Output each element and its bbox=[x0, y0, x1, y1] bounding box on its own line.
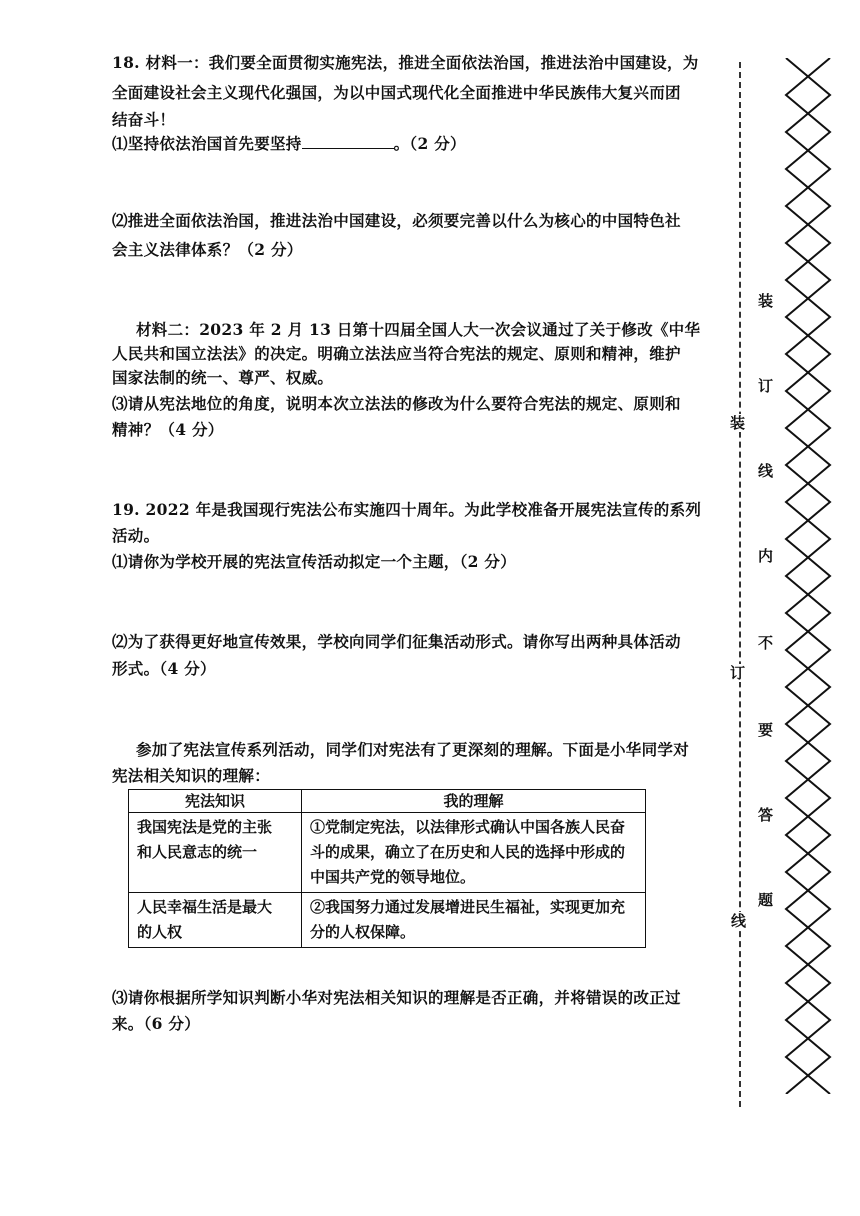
binding-char: 订 bbox=[730, 664, 746, 682]
q19-sub1: ⑴请你为学校开展的宪法宣传活动拟定一个主题，（2 分） bbox=[112, 552, 517, 571]
warning-char: 答 bbox=[758, 806, 774, 824]
cell-line: ②我国努力通过发展增进民生福祉，实现更加充 bbox=[310, 898, 626, 916]
q18-material1-line: 结奋斗！ bbox=[112, 110, 176, 129]
cell-line: 中国共产党的领导地位。 bbox=[310, 868, 476, 886]
warning-char: 订 bbox=[758, 377, 774, 395]
cell-line: 和人民意志的统一 bbox=[137, 843, 258, 861]
binding-dashed-line bbox=[739, 62, 741, 1107]
q18-material2-line: 国家法制的统一、尊严、权威。 bbox=[112, 368, 334, 387]
zigzag-strand bbox=[786, 58, 830, 1094]
q18-sub2-line: 会主义法律体系？（2 分） bbox=[112, 240, 303, 259]
table-header-understanding: 我的理解 bbox=[302, 790, 646, 813]
q19-activity-line: 参加了宪法宣传系列活动，同学们对宪法有了更深刻的理解。下面是小华同学对 bbox=[136, 740, 690, 759]
warning-char: 内 bbox=[758, 547, 774, 565]
answer-blank[interactable] bbox=[302, 134, 394, 149]
cell-line: 的人权 bbox=[137, 923, 183, 941]
cell-line: ①党制定宪法，以法律形式确认中国各族人民奋 bbox=[310, 818, 626, 836]
q19-intro-line: 19. 2022 年是我国现行宪法公布实施四十周年。为此学校准备开展宪法宣传的系列 bbox=[112, 500, 702, 519]
table-row bbox=[129, 813, 646, 893]
q18-material1-line: 18. 材料一：我们要全面贯彻实施宪法，推进全面依法治国，推进法治中国建设，为 bbox=[112, 53, 699, 72]
q19-sub2-line: 形式。（4 分） bbox=[112, 659, 216, 678]
q19-activity-line: 宪法相关知识的理解： bbox=[112, 766, 271, 785]
table-header-knowledge: 宪法知识 bbox=[129, 790, 302, 813]
cell-line: 我国宪法是党的主张 bbox=[137, 818, 273, 836]
warning-char: 装 bbox=[758, 292, 774, 310]
table-cell-knowledge bbox=[129, 893, 302, 948]
table-cell-understanding bbox=[302, 813, 646, 893]
q19-intro-line: 活动。 bbox=[112, 526, 160, 545]
binding-char: 线 bbox=[731, 912, 747, 930]
warning-char: 不 bbox=[758, 634, 774, 652]
q19-sub3-line: 来。（6 分） bbox=[112, 1014, 201, 1033]
q18-sub3-line: 精神？（4 分） bbox=[112, 420, 224, 439]
constitution-knowledge-table bbox=[128, 789, 646, 948]
table-header-row bbox=[129, 790, 646, 813]
q19-sub3-line: ⑶请你根据所学知识判断小华对宪法相关知识的理解是否正确，并将错误的改正过 bbox=[112, 988, 681, 1007]
table-row bbox=[129, 893, 646, 948]
warning-char: 题 bbox=[758, 891, 774, 909]
q18-material2-line: 材料二：2023 年 2 月 13 日第十四届全国人大一次会议通过了关于修改《中华 bbox=[136, 320, 701, 339]
cell-line: 分的人权保障。 bbox=[310, 923, 416, 941]
zigzag-strand bbox=[786, 58, 830, 1094]
warning-char: 要 bbox=[758, 721, 774, 739]
warning-char: 线 bbox=[758, 462, 774, 480]
zigzag-border-decoration bbox=[784, 58, 832, 1094]
cell-line: 人民幸福生活是最大 bbox=[137, 898, 273, 916]
cell-line: 斗的成果，确立了在历史和人民的选择中形成的 bbox=[310, 843, 626, 861]
q18-sub3-line: ⑶请从宪法地位的角度，说明本次立法法的修改为什么要符合宪法的规定、原则和 bbox=[112, 394, 681, 413]
q18-sub1-suffix: 。（2 分） bbox=[393, 134, 466, 153]
table-cell-knowledge bbox=[129, 813, 302, 893]
q18-material2-line: 人民共和国立法法》的决定。明确立法法应当符合宪法的规定、原则和精神，维护 bbox=[112, 344, 681, 363]
q18-material1-line: 全面建设社会主义现代化强国，为以中国式现代化全面推进中华民族伟大复兴而团 bbox=[112, 83, 681, 102]
q18-sub1 bbox=[112, 134, 466, 154]
binding-char: 装 bbox=[730, 414, 746, 432]
table-cell-understanding bbox=[302, 893, 646, 948]
q18-sub2-line: ⑵推进全面依法治国，推进法治中国建设，必须要完善以什么为核心的中国特色社 bbox=[112, 211, 681, 230]
q18-sub1-prefix: ⑴坚持依法治国首先要坚持 bbox=[112, 134, 302, 153]
q19-sub2-line: ⑵为了获得更好地宣传效果，学校向同学们征集活动形式。请你写出两种具体活动 bbox=[112, 632, 681, 651]
